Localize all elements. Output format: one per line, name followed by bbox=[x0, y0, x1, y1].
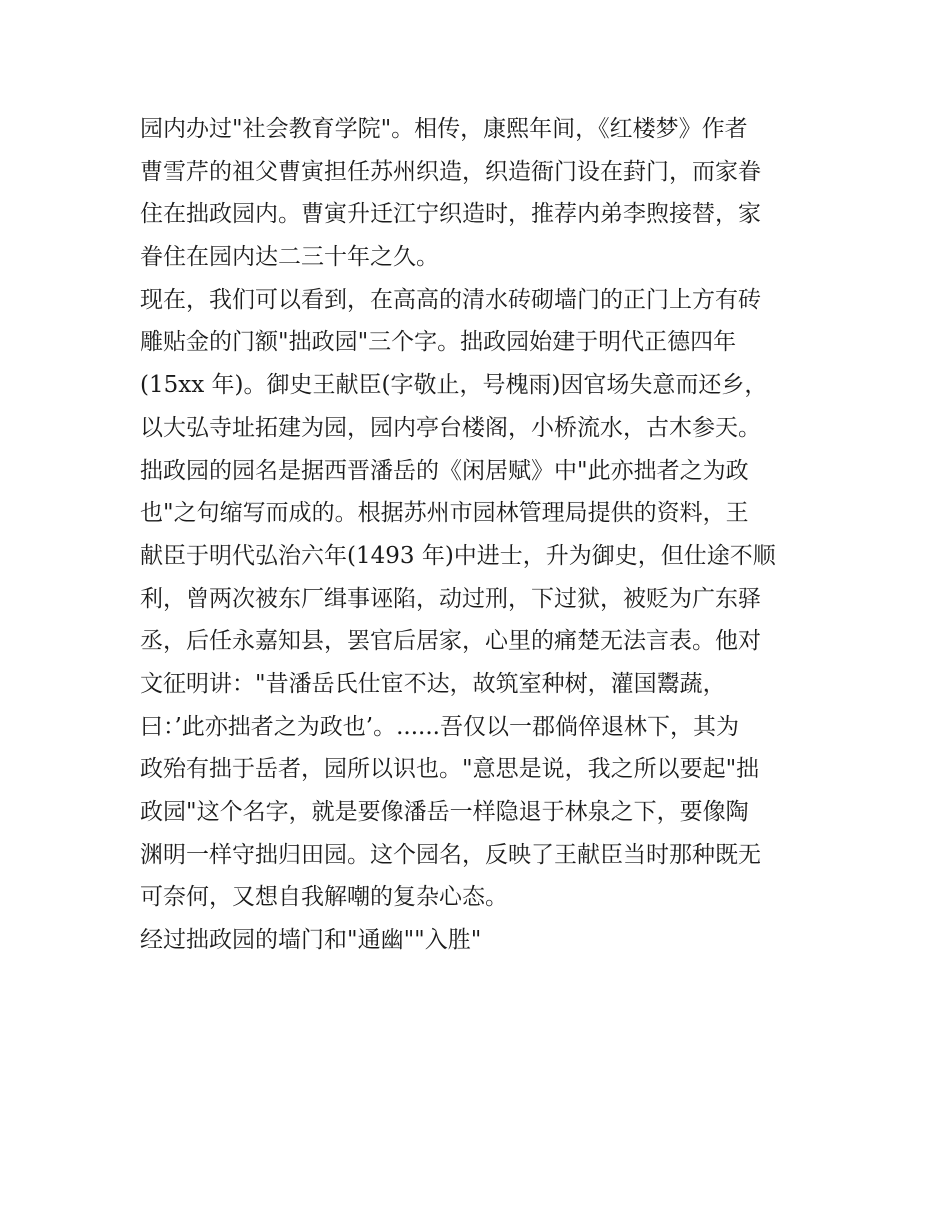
text-line: 眷住在园内达二三十年之久。 bbox=[140, 244, 439, 271]
text-line: 拙政园的园名是据西晋潘岳的《闲居赋》中"此亦拙者之为政 bbox=[140, 457, 749, 484]
text-line: 雕贴金的门额"拙政园"三个字。拙政园始建于明代正德四年 bbox=[140, 329, 737, 356]
text-line: 利，曾两次被东厂缉事诬陷，动过刑，下过狱，被贬为广东驿 bbox=[140, 585, 761, 612]
text-line: 园内办过"社会教育学院"。相传，康熙年间，《红楼梦》作者 bbox=[140, 116, 748, 142]
text-line: 文征明讲："昔潘岳氏仕宦不达，故筑室种树，灌国鬻蔬， bbox=[140, 670, 726, 697]
text-line: 以大弘寺址拓建为园，园内亭台楼阁，小桥流水，古木参天。 bbox=[140, 414, 761, 441]
text-line: (15xx 年)。御史王献臣(字敬止，号槐雨)因官场失意而还乡， bbox=[140, 372, 768, 399]
text-line: 现在，我们可以看到，在高高的清水砖砌墙门的正门上方有砖 bbox=[140, 286, 761, 313]
text-line: 曹雪芹的祖父曹寅担任苏州织造，织造衙门设在葑门，而家眷 bbox=[140, 158, 761, 185]
text-line: 住在拙政园内。曹寅升迁江宁织造时，推荐内弟李煦接替，家 bbox=[140, 201, 761, 228]
text-line: 丞，后任永嘉知县，罢官后居家，心里的痛楚无法言表。他对 bbox=[140, 628, 761, 655]
text-line: 政园"这个名字，就是要像潘岳一样隐退于林泉之下，要像陶 bbox=[140, 799, 749, 825]
text-line: 可奈何，又想自我解嘲的复杂心态。 bbox=[140, 884, 508, 911]
text-line: 也"之句缩写而成的。根据苏州市园林管理局提供的资料，王 bbox=[140, 500, 749, 527]
text-line: 渊明一样守拙归田园。这个园名，反映了王献臣当时那种既无 bbox=[140, 841, 761, 868]
text-line: 曰：’此亦拙者之为政也’。......吾仅以一郡倘倅退林下，其为 bbox=[140, 713, 739, 740]
text-line: 经过拙政园的墙门和"通幽""入胜" bbox=[140, 927, 482, 954]
text-line: 政殆有拙于岳者，园所以识也。"意思是说，我之所以要起"拙 bbox=[140, 756, 760, 783]
text-line: 献臣于明代弘治六年(1493 年)中进士，升为御史，但仕途不顺 bbox=[140, 542, 776, 569]
document-body bbox=[140, 108, 820, 962]
